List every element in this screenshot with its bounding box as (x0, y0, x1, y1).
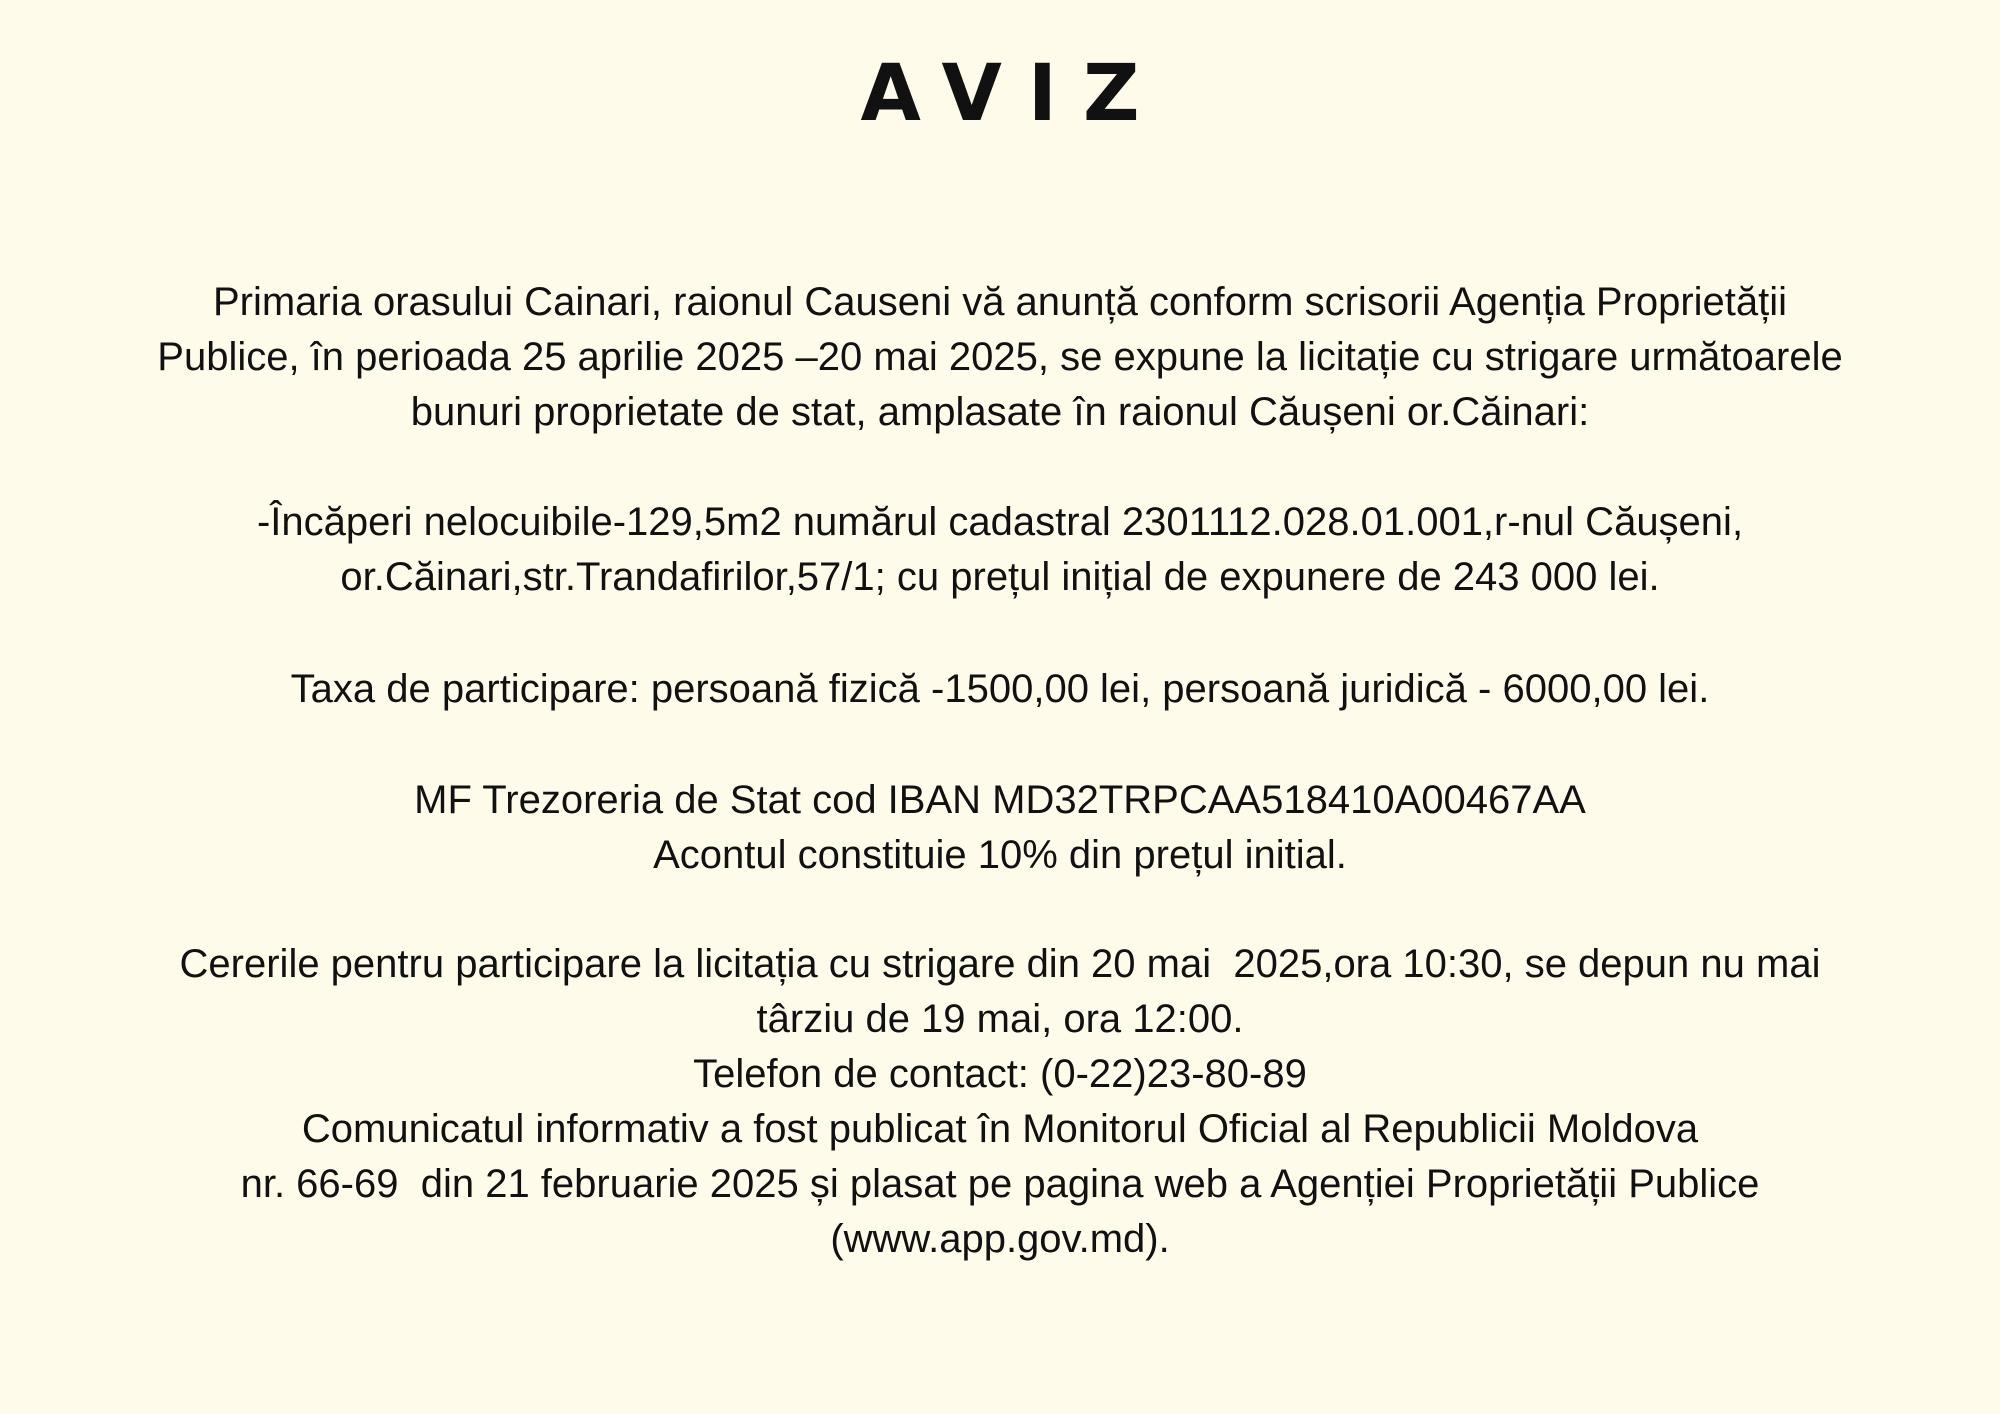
page-title: AVIZ (860, 49, 1166, 139)
details-paragraph (0, 937, 2000, 1267)
deposit-line: Acontul constituie 10% din prețul initial. (653, 833, 1347, 877)
iban-line: MF Trezoreria de Stat cod IBAN MD32TRPCAA518410A00467AA (414, 778, 1586, 822)
property-line: -Încăperi nelocuibile-129,5m2 numărul cadastral 2301112.028.01.001,r-nul Căușeni, (256, 500, 1744, 544)
intro-line: Primaria orasului Cainari, raionul Causeni vă anunță conform scrisorii Agenția Proprietății (212, 280, 1788, 324)
intro-line: bunuri proprietate de stat, amplasate în raionul Căușeni or.Căinari: (410, 390, 1590, 434)
publication-line: nr. 66-69 din 21 februarie 2025 și plasat pe pagina web a Agenției Proprietății Publice (240, 1162, 1760, 1206)
payment-paragraph (0, 773, 2000, 883)
contact-phone-line: Telefon de contact: (0-22)23-80-89 (693, 1052, 1307, 1096)
publication-line: Comunicatul informativ a fost publicat în Monitorul Oficial al Republicii Moldova (301, 1107, 1699, 1151)
property-line: or.Căinari,str.Trandafirilor,57/1; cu prețul inițial de expunere de 243 000 lei. (340, 555, 1660, 599)
property-paragraph (0, 495, 2000, 605)
intro-line: Publice, în perioada 25 aprilie 2025 –20 mai 2025, se expune la licitație cu strigare următoarele (157, 335, 1843, 379)
deadline-line: Cererile pentru participare la licitația cu strigare din 20 mai 2025,ora 10:30, se depun nu mai (179, 942, 1821, 986)
website-line: (www.app.gov.md). (830, 1217, 1170, 1261)
intro-paragraph (0, 275, 2000, 440)
fee-line: Taxa de participare: persoană fizică -1500,00 lei, persoană juridică - 6000,00 lei. (290, 667, 1710, 711)
deadline-line: târziu de 19 mai, ora 12:00. (756, 997, 1244, 1041)
fee-paragraph (0, 662, 2000, 717)
